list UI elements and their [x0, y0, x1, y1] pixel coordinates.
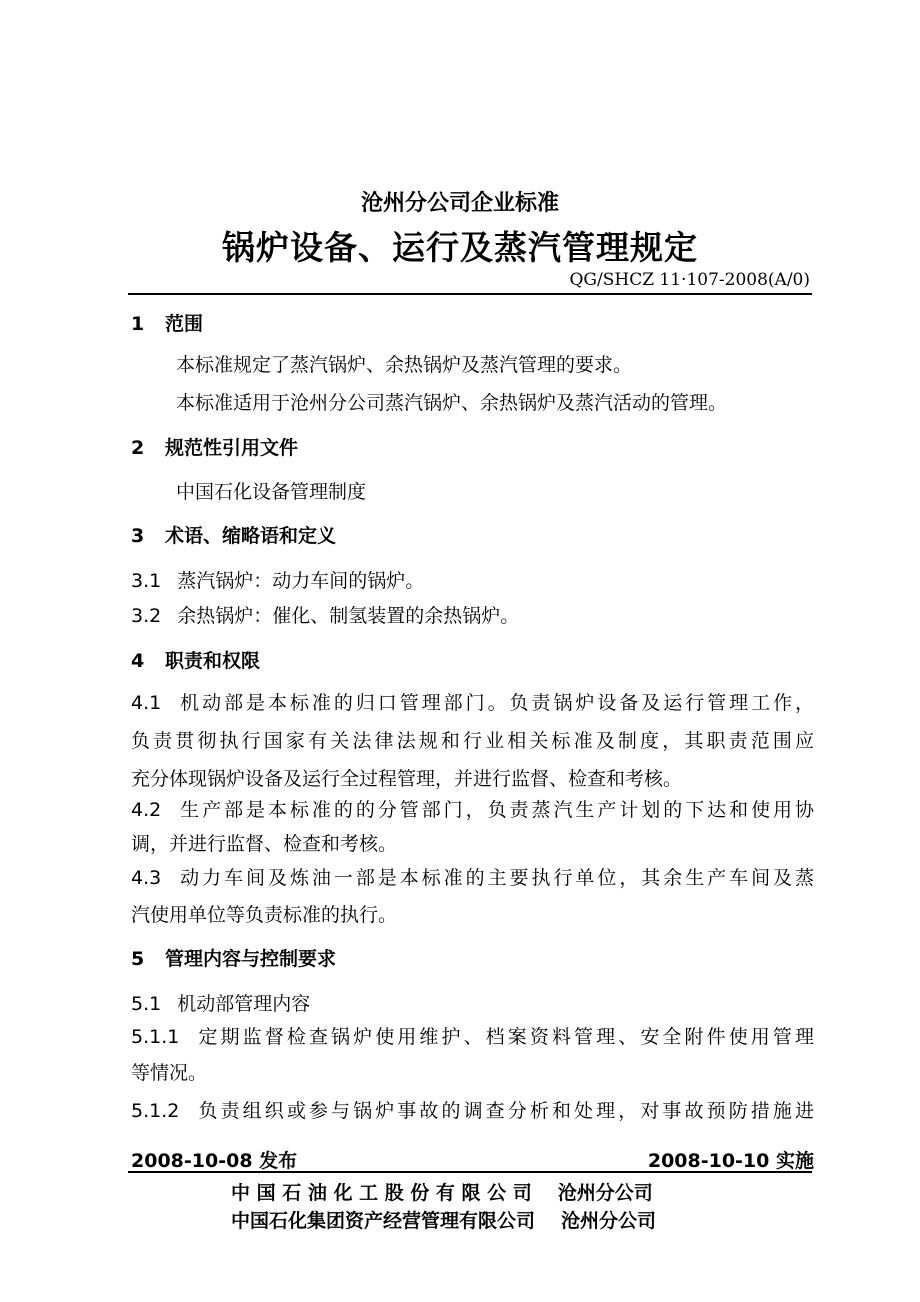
issuer-line-1	[231, 1178, 653, 1205]
clause-5-1-1-line-1: 5.1.1 定期监督检查锅炉使用维护、档案资料管理、安全附件使用管理	[131, 1026, 814, 1048]
clause-number: 5.1	[131, 993, 162, 1015]
standard-code: QG/SHCZ 11·107-2008(A/0)	[569, 270, 810, 290]
section-number: 3	[131, 525, 145, 547]
issuer-company: 中国石化集团资产经营管理有限公司	[231, 1210, 536, 1232]
clause-4-2-line-1: 4.2 生产部是本标准的的分管部门，负责蒸汽生产计划的下达和使用协	[131, 799, 814, 821]
scope-paragraph-1: 本标准规定了蒸汽锅炉、余热锅炉及蒸汽管理的要求。	[176, 354, 633, 376]
section-4-heading	[131, 646, 260, 673]
issuer-company: 中 国 石 油 化 工 股 份 有 限 公 司	[231, 1182, 532, 1204]
clause-5-1-1-line-2: 等情况。	[131, 1062, 208, 1084]
issuer-line-2	[231, 1206, 656, 1233]
definition-term: 余热锅炉：	[177, 605, 273, 627]
header-rule	[128, 293, 812, 295]
section-number: 5	[131, 948, 145, 970]
clause-title: 机动部管理内容	[177, 993, 311, 1015]
publish-date: 2008-10-08 发布	[131, 1150, 298, 1172]
issuer-branch: 沧州分公司	[557, 1182, 653, 1204]
section-number: 1	[131, 313, 145, 335]
clause-number: 5.1.1	[131, 1026, 180, 1048]
definition-text: 动力车间的锅炉。	[272, 570, 425, 592]
clause-4-1-line-1: 4.1 机动部是本标准的归口管理部门。负责锅炉设备及运行管理工作，	[131, 692, 814, 714]
reference-paragraph: 中国石化设备管理制度	[176, 481, 367, 503]
section-3-heading	[131, 521, 336, 548]
clause-number: 3.2	[131, 605, 162, 627]
clause-4-3-line-2: 汽使用单位等负责标准的执行。	[131, 904, 398, 926]
clause-4-3-line-1: 4.3 动力车间及炼油一部是本标准的主要执行单位，其余生产车间及蒸	[131, 867, 814, 889]
section-title: 范围	[165, 313, 204, 335]
clause-4-1-line-2: 负责贯彻执行国家有关法律法规和行业相关标准及制度，其职责范围应	[131, 730, 814, 752]
clause-number: 4.1	[131, 692, 162, 714]
clause-number: 4.2	[131, 799, 162, 821]
section-title: 规范性引用文件	[165, 437, 299, 459]
clause-number: 5.1.2	[131, 1100, 180, 1122]
clause-4-2-line-2: 调，并进行监督、检查和考核。	[131, 833, 398, 855]
standard-subtitle: 沧州分公司企业标准	[360, 191, 559, 216]
issuer-branch: 沧州分公司	[561, 1210, 657, 1232]
clause-number: 4.3	[131, 867, 162, 889]
section-title: 管理内容与控制要求	[165, 948, 337, 970]
document-title: 锅炉设备、运行及蒸汽管理规定	[222, 228, 698, 267]
section-2-heading	[131, 433, 298, 460]
section-title: 术语、缩略语和定义	[165, 525, 337, 547]
section-5-heading	[131, 944, 336, 971]
clause-4-1-line-3: 充分体现锅炉设备及运行全过程管理，并进行监督、检查和考核。	[131, 768, 683, 790]
section-title: 职责和权限	[165, 650, 261, 672]
footer-rule	[128, 1171, 812, 1173]
definition-3-2	[131, 601, 519, 628]
clause-5-1-2-line-1: 5.1.2 负责组织或参与锅炉事故的调查分析和处理，对事故预防措施进	[131, 1100, 814, 1122]
section-1-heading	[131, 309, 203, 336]
section-number: 2	[131, 437, 145, 459]
definition-3-1	[131, 566, 424, 593]
scope-paragraph-2: 本标准适用于沧州分公司蒸汽锅炉、余热锅炉及蒸汽活动的管理。	[176, 392, 728, 414]
definition-text: 催化、制氢装置的余热锅炉。	[272, 605, 520, 627]
section-number: 4	[131, 650, 145, 672]
clause-5-1	[131, 989, 310, 1016]
definition-term: 蒸汽锅炉：	[177, 570, 273, 592]
implement-date: 2008-10-10 实施	[647, 1150, 814, 1172]
clause-number: 3.1	[131, 570, 162, 592]
